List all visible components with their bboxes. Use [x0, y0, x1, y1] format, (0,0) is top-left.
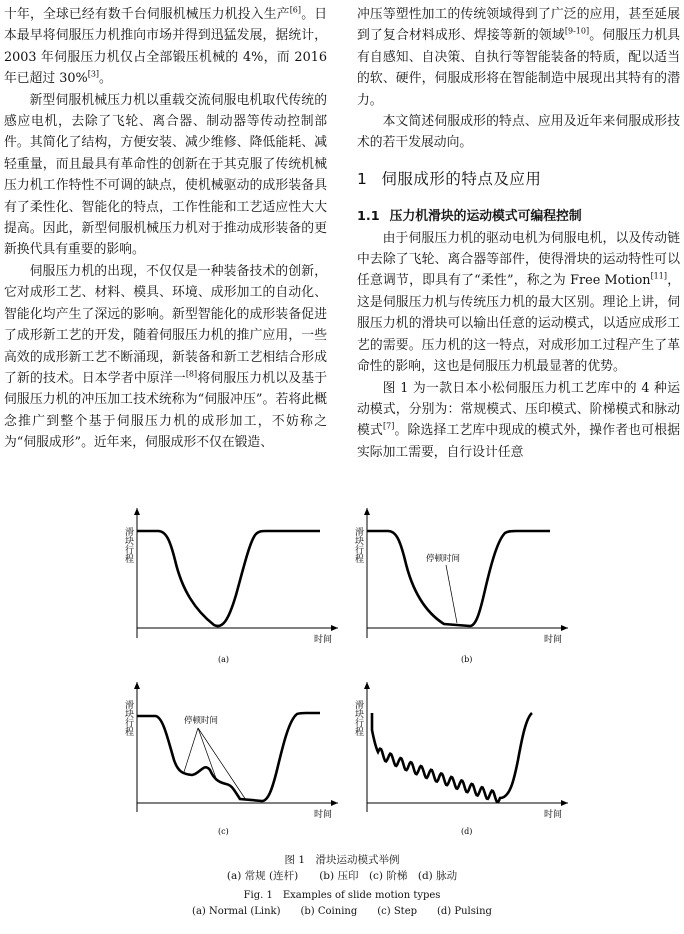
- panel-label-c: (c): [218, 827, 229, 836]
- y-axis-label: 滑块行程: [353, 527, 363, 563]
- paragraph: 新型伺服机械压力机以重载交流伺服电机取代传统的感应电机，去除了飞轮、离合器、制动器等传动控制部件。其简化了结构，方便安装、减少维修、降低能耗、减轻重量，而且最具有革命性的创新在于其克服了传统机械压力机工作特性不可调的缺点，使机械驱动的成形装备具有了柔性化、智能化的特点，工作性能和工艺适应性大大提高。因此，新型伺服机械压力机对于推动成形装备的更新换代具有重要的影响。: [4, 92, 327, 258]
- panel-label-a: (a): [218, 655, 230, 664]
- x-axis-label: 时间: [544, 810, 563, 820]
- paragraph: 冲压等塑性加工的传统领域得到了广泛的应用，甚至延展到了复合材料成形、焊接等新的领域[9-10]。伺服压力机具有自感知、自决策、自执行等智能装备的特质，配以适当的软、硬件，伺服成形将在智能制造中展现出其特有的潜力。: [357, 7, 681, 108]
- panel-a-chart: [123, 508, 338, 664]
- dwell-pointer-line: [198, 728, 217, 781]
- subsection-heading: 1.1 压力机滑块的运动模式可编程控制: [357, 209, 582, 225]
- figure-caption-zh-sub: (a) 常规 (连杆) (b) 压印 (c) 阶梯 (d) 脉动: [226, 870, 458, 882]
- section-heading: 1 伺服成形的特点及应用: [357, 169, 542, 188]
- figure-caption-en-sub: (a) Normal (Link) (b) Coining (c) Step (d) Pulsing: [192, 906, 492, 917]
- figure-caption-zh: 图 1 滑块运动模式举例: [284, 854, 400, 866]
- dwell-label: 停顿时间: [426, 554, 461, 564]
- figure-caption-en: Fig. 1 Examples of slide motion types: [243, 890, 441, 901]
- dwell-pointer-line: [184, 728, 198, 772]
- dwell-pointer-line: [198, 728, 246, 800]
- panel-c-chart: [123, 682, 338, 836]
- dwell-pointer-line: [446, 565, 457, 623]
- paragraph: 十年，全球已经有数千台伺服机械压力机投入生产[6]。日本最早将伺服压力机推向市场并得到迅猛发展，据统计，2003 年伺服压力机仅占全部锻压机械的 4%，而 2016 年已超过 30%[3]。: [4, 5, 328, 87]
- paragraph: 本文简述伺服成形的特点、应用及近年来伺服成形技术的若干发展动向。: [357, 114, 680, 151]
- y-axis-label: 滑块行程: [123, 527, 133, 563]
- motion-curve-normal: [137, 531, 320, 626]
- panel-d-chart: [353, 682, 568, 836]
- paragraph: 伺服压力机的出现，不仅仅是一种装备技术的创新，它对成形工艺、材料、模具、环境、成形加工的自动化、智能化均产生了深远的影响。新型智能化的成形装备促进了成形新工艺的开发，随着伺服压力机的推广应用，一些高效的成形新工艺不断涌现，新装备和新工艺相结合形成了新的技术。日本学者中原洋一[8]将伺服压力机以及基于伺服压力机的冲压加工技术统称为“伺服冲压”。若将此概念推广到整个基于伺服压力机的成形加工，不妨称之为“伺服成形”。近年来，伺服成形不仅在锻造、: [4, 263, 328, 451]
- x-axis-label: 时间: [544, 635, 563, 645]
- paragraph: 图 1 为一款日本小松伺服压力机工艺库中的 4 种运动模式，分别为：常规模式、压印模式、阶梯模式和脉动模式[7]。除选择工艺库中现成的模式外，操作者也可根据实际加工需要，自行设计任意: [357, 380, 681, 460]
- motion-curve-pulsing: [372, 713, 532, 802]
- x-axis-label: 时间: [314, 810, 333, 820]
- panel-label-d: (d): [461, 827, 473, 836]
- y-axis-label: 滑块行程: [353, 700, 363, 736]
- motion-curve-step: [137, 713, 320, 801]
- motion-curve-coining: [367, 531, 550, 626]
- paragraph: 由于伺服压力机的驱动电机为伺服电机，以及传动链中去除了飞轮、离合器等部件，使得滑块的运动特性可以任意调节，即具有了“柔性”，称之为 Free Motion[11]，这是伺服压力机与传统压力机的最大区别。理论上讲，伺服压力机的滑块可以输出任意的运动模式，以适应成形工艺的需要。压力机的这一特点，对成形加工过程产生了革命性的影响，这也是伺服压力机最显著的优势。: [357, 230, 681, 375]
- dwell-label: 停顿时间: [184, 716, 219, 726]
- x-axis-label: 时间: [314, 635, 333, 645]
- panel-label-b: (b): [461, 655, 473, 664]
- panel-b-chart: [353, 508, 568, 664]
- y-axis-label: 滑块行程: [123, 700, 133, 736]
